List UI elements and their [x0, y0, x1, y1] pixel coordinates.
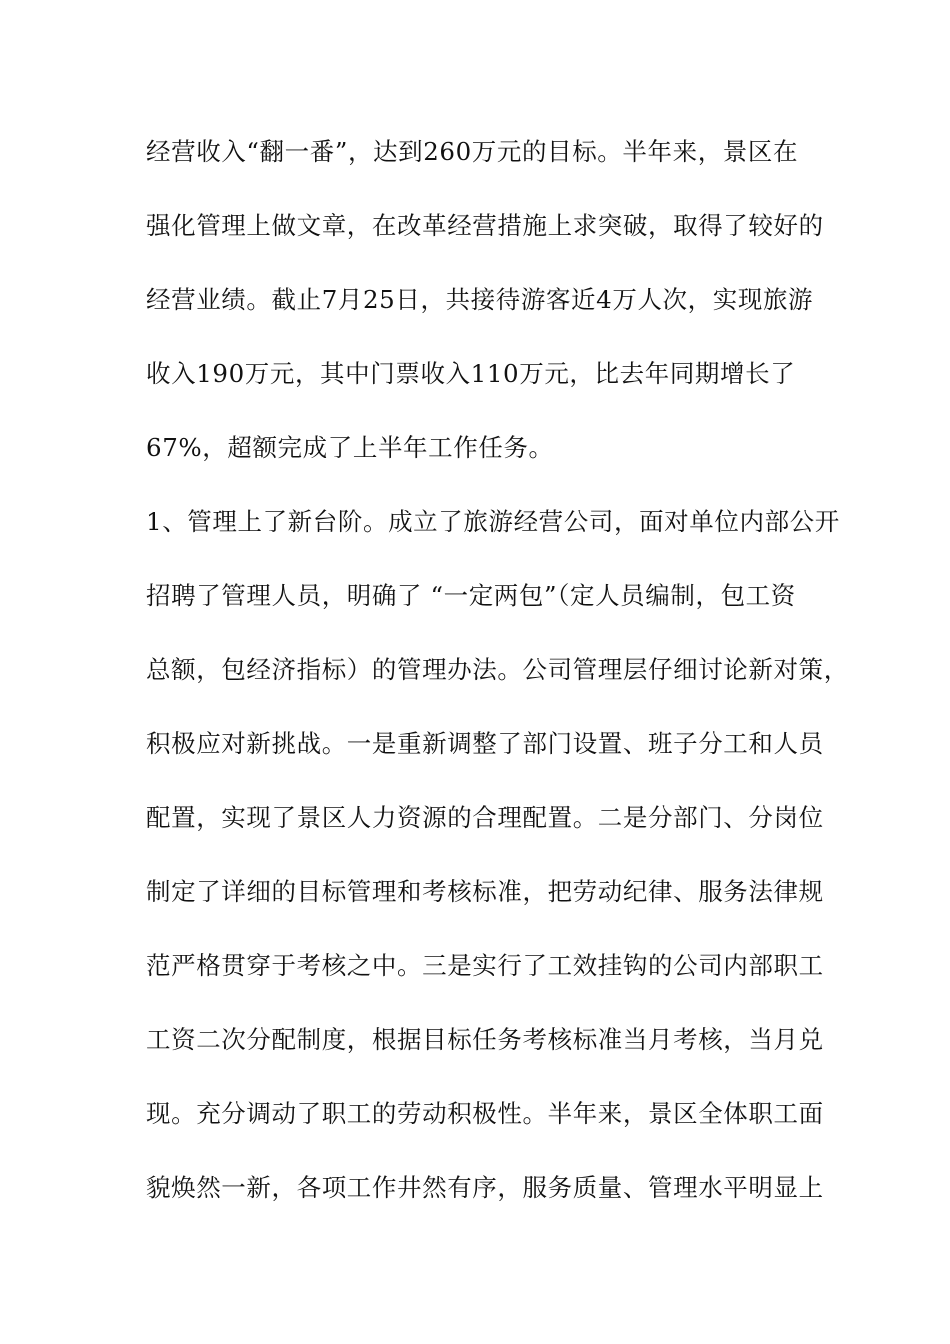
text-line-7: 招聘了管理人员，明确了 “一定两包”（定人员编制，包工资	[146, 581, 796, 610]
text-line-13: 工资二次分配制度，根据目标任务考核标准当月考核，当月兑	[146, 1025, 824, 1054]
text-line-11: 制定了详细的目标管理和考核标准，把劳动纪律、服务法律规	[146, 877, 824, 906]
text-line-3: 经营业绩。截止7月25日，共接待游客近4万人次，实现旅游	[146, 285, 814, 314]
text-line-5: 67%，超额完成了上半年工作任务。	[146, 433, 554, 462]
text-line-10: 配置，实现了景区人力资源的合理配置。二是分部门、分岗位	[146, 803, 824, 832]
text-line-14: 现。充分调动了职工的劳动积极性。半年来，景区全体职工面	[146, 1099, 824, 1128]
text-line-15: 貌焕然一新，各项工作井然有序，服务质量、管理水平明显上	[146, 1173, 824, 1202]
text-line-2: 强化管理上做文章，在改革经营措施上求突破，取得了较好的	[146, 211, 824, 240]
text-line-4: 收入190万元，其中门票收入110万元，比去年同期增长了	[146, 359, 796, 388]
text-line-12: 范严格贯穿于考核之中。三是实行了工效挂钩的公司内部职工	[146, 951, 824, 980]
text-line-1: 经营收入“翻一番”，达到260万元的目标。半年来，景区在	[146, 137, 799, 166]
text-line-8: 总额，包经济指标）的管理办法。公司管理层仔细讨论新对策，	[146, 655, 849, 684]
text-line-6: 1、管理上了新台阶。成立了旅游经营公司，面对单位内部公开	[146, 507, 840, 536]
text-line-9: 积极应对新挑战。一是重新调整了部门设置、班子分工和人员	[146, 729, 824, 758]
